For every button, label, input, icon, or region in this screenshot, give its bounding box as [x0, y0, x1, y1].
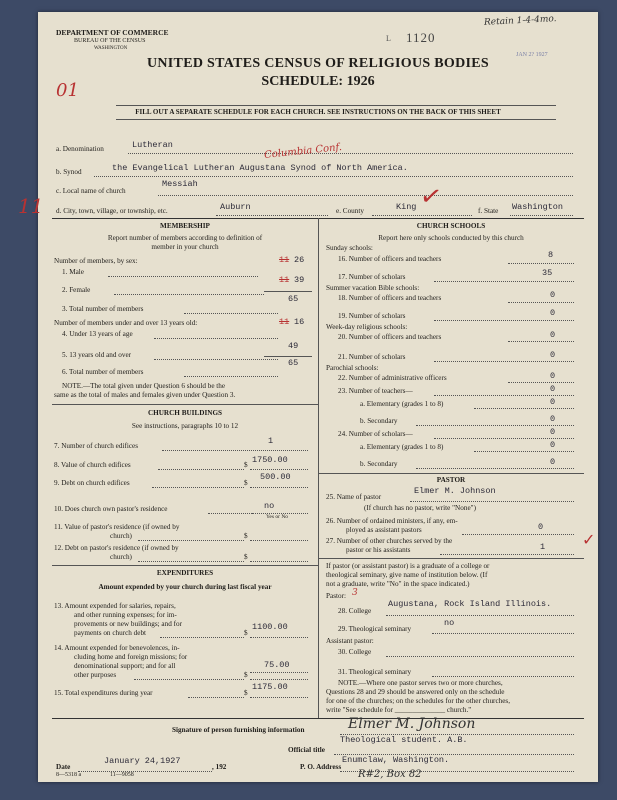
male-count: 26: [294, 255, 305, 265]
date-value: January 24,1927: [104, 756, 181, 766]
total-expenditures: 1175.00: [252, 682, 288, 692]
expenditures-heading: EXPENDITURES: [156, 569, 214, 577]
form-prefix: L: [386, 34, 391, 43]
received-stamp: JAN 2? 1927: [516, 52, 548, 58]
total-members-q6: 65: [288, 358, 299, 368]
red-code: 01: [56, 80, 79, 101]
over-13-count: 49: [288, 341, 299, 351]
schools-heading: CHURCH SCHOOLS: [416, 222, 486, 230]
church-edifices-count: 1: [268, 436, 274, 446]
signature: Elmer M. Johnson: [348, 716, 476, 732]
pastor-name: Elmer M. Johnson: [414, 486, 496, 496]
red-check-icon: ✓: [417, 180, 445, 213]
city-field-label: d. City, town, village, or township, etc.: [56, 207, 168, 215]
sunday-teachers: 8: [548, 250, 554, 260]
total-members-q3: 65: [288, 294, 299, 304]
county-value: King: [396, 202, 417, 212]
schedule-title: SCHEDULE: 1926: [261, 74, 375, 89]
city-field-value: Auburn: [220, 202, 251, 212]
form-number: 1120: [406, 30, 436, 45]
bureau-label: BUREAU OF THE CENSUS: [74, 38, 146, 44]
state-label: f. State: [478, 207, 499, 215]
official-title: Theological student. A.B.: [340, 735, 468, 745]
state-value: Washington: [512, 202, 564, 212]
membership-heading: MEMBERSHIP: [160, 222, 210, 230]
pastor-college: Augustana, Rock Island Illinois.: [388, 599, 552, 609]
census-schedule-form: DEPARTMENT OF COMMERCE BUREAU OF THE CENSUS WASHINGTON L 1120 Retain 1-4-4mo. JAN 2? 1927 UNITED STATES CENSUS OF RELIGIOUS BODIES SCHEDULE: 1926 01 FILL OUT A SEPARATE SCHEDULE FOR EACH CHURCH. SEE INSTRUCTIONS ON THE BACK OF THIS SHEET a. Denomination Lutheran Columbia Conf. b. Synod the Evangelical Lutheran Augustana Synod of North America. c. Local name of church Messiah 11 d. City, town, village, or township, etc. Auburn e. County King f. State Washington ✓ MEMBERSHIP Report number of members according to definition of member in your church Number of members, by sex: 1. Male 11 26 2. Female 11 39 3. Total number of members 65 Number of members under and over 13 years old: 11 16 4. Under 13 years of age 5. 13 years old and over 49 6. Total number of members 65 NOTE.—The total given under Question 6 should be the same as the total of males and females given under Question 3. CHURCH BUILDINGS See instructions, paragraphs 10 to 12 7. Number of church edifices 1 8. Value of church edifices $ 1750.00 9. Debt on church edifices $ 500.00 10. Does church own pastor's residence no Yes or No 11. Value of pastor's residence (if owned by church) $ 12. Debt on pastor's residence (if owned by church) $ EXPENDITURES Amount expended by your church during last fiscal year 13. Amount expended for salaries, repairs, and other running expenses; for im- provements or new buildings; and for payments on church debt $ 1100.00 14. Amount expended for benevolences, in- cluding home and foreign missions; for denominational support; and for all other purposes 75.00 $ 15. Total expenditures during year $ 1175.00 CHURCH SCHOOLS Report here only schools conducted by this church Sunday schools: 16. Number of officers and teachers 8 17. Number of scholars 35 Summer vacation Bible schools: 18. Number of officers and teachers 0 19. Number of scholars 0 Week-day religious schools: 20. Number of officers and teachers 0 21. Number of scholars 0 Parochial schools: 22. Number of administrative officers 0 23. Number of teachers— 0 a. Elementary (grades 1 to 8) 0 b. Secondary 0 24. Number of scholars— 0 a. Elementary (grades 1 to 8) 0 b. Secondary 0 PASTOR 25. Name of pastor Elmer M. Johnson (If church has no pastor, write "None") 26. Number of ordained ministers, if any, em- ployed as assistant pastors 0 27. Number of other churches served by the pastor or his assistants 1 ✓ If pastor (or assistant pastor) is a graduate of a college or theological seminary, give name of institution below. (If not a graduate, write "No" in the space indicated.) Pastor: 3 28. College Augustana, Rock Island Illinois. 29. Theological seminary no Assistant pastor: 30. College 31. Theological seminary NOTE.—Where one pastor serves two or more churches, Questions 28 and 29 should be answered only on the schedule for one of the churches; on the schedules for the other churches, write "See schedule for ______________ church." Signature of person furnishing information Elmer M. Johnson Official title Theological student. A.B. Date January 24,1927 , 192 P. O. Address Enumclaw, Washington. R#2, Box 82 8—5318 a 11—9058: [38, 12, 598, 782]
church-name-label: c. Local name of church: [56, 187, 126, 195]
instruction-line: FILL OUT A SEPARATE SCHEDULE FOR EACH CHURCH. SEE INSTRUCTIONS ON THE BACK OF THIS SHEET: [135, 108, 501, 116]
retain-note: Retain 1-4-4mo.: [483, 14, 557, 28]
running-expenses: 1100.00: [252, 622, 288, 632]
city-label: WASHINGTON: [94, 46, 128, 51]
denomination-label: a. Denomination: [56, 145, 104, 153]
edifice-value: 1750.00: [252, 455, 288, 465]
red-check-icon: ✓: [582, 532, 596, 549]
form-title: UNITED STATES CENSUS OF RELIGIOUS BODIES: [146, 56, 489, 71]
po-address: Enumclaw, Washington.: [342, 755, 450, 765]
other-churches: 1: [540, 542, 546, 552]
red-margin-mark: 11: [18, 194, 44, 218]
church-name-value: Messiah: [162, 179, 198, 189]
signature-label: Signature of person furnishing information: [172, 726, 305, 734]
synod-value: the Evangelical Lutheran Augustana Synod of North America.: [112, 163, 408, 173]
synod-label: b. Synod: [56, 168, 82, 176]
edifice-debt: 500.00: [260, 472, 291, 482]
denomination-value: Lutheran: [132, 140, 173, 150]
synod-annotation: Columbia Conf.: [263, 141, 343, 162]
benevolence-expenses: 75.00: [264, 660, 290, 670]
pastor-heading: PASTOR: [436, 476, 466, 484]
sunday-scholars: 35: [542, 268, 553, 278]
buildings-heading: CHURCH BUILDINGS: [147, 409, 223, 417]
female-count: 39: [294, 275, 305, 285]
po-handwritten: R#2, Box 82: [358, 769, 422, 780]
department-label: DEPARTMENT OF COMMERCE: [56, 28, 169, 37]
county-label: e. County: [336, 207, 364, 215]
owns-residence: no: [264, 501, 275, 511]
under-13-count: 16: [294, 317, 305, 327]
pastor-seminary: no: [444, 618, 455, 628]
